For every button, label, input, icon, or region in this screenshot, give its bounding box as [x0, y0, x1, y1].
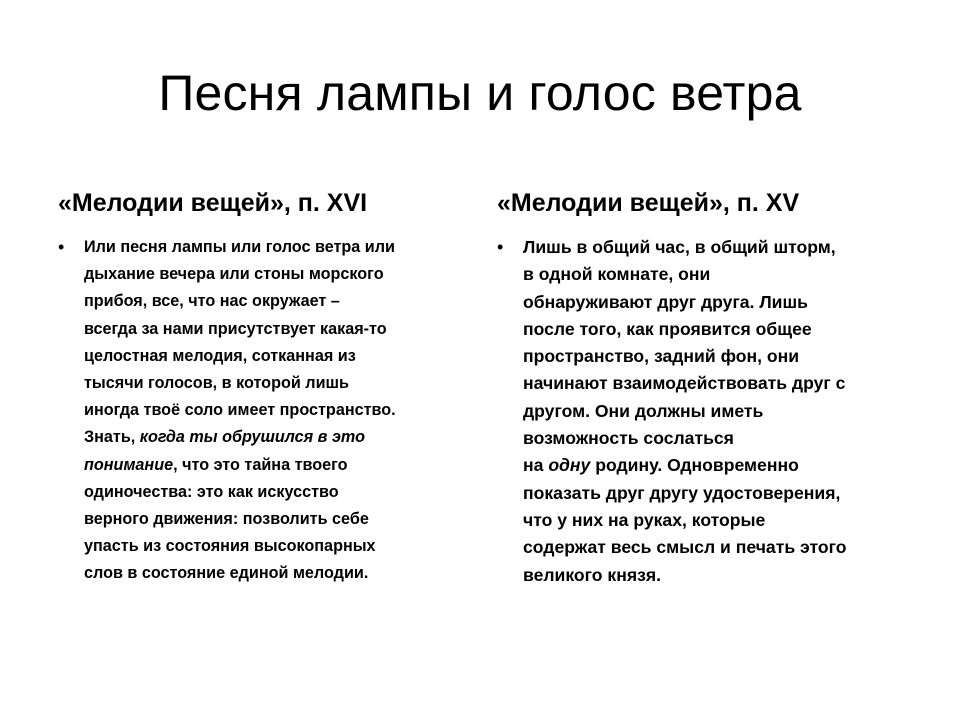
italic-text-run: одну	[548, 455, 591, 476]
italic-text-run: понимание	[84, 455, 174, 474]
text-line: упасть из состояния высокопарных	[84, 537, 376, 556]
left-bullet-item	[58, 234, 478, 588]
text-run: на	[523, 455, 549, 476]
text-line: в одной комнате, они	[523, 264, 711, 285]
text-line: пространство, задний фон, они	[523, 346, 800, 367]
text-line: слов в состояние единой мелодии.	[84, 564, 369, 583]
text-line: всегда за нами присутствует какая-то	[84, 319, 387, 338]
text-line: одиночества: это как искусство	[84, 482, 339, 501]
text-line: начинают взаимодействовать друг с	[523, 373, 846, 394]
text-line: великого князя.	[523, 564, 662, 585]
text-line: что у них на руках, которые	[523, 509, 766, 530]
text-line: возможность сослаться	[523, 428, 734, 449]
text-line: верного движения: позволить себе	[84, 510, 369, 529]
slide-title: Песня лампы и голос ветра	[158, 65, 802, 121]
bullet-icon: •	[497, 237, 504, 257]
text-line: целостная мелодия, сотканная из	[84, 346, 356, 365]
italic-text-run: когда ты обрушился в это	[139, 428, 365, 447]
right-column	[497, 186, 917, 589]
bullet-icon: •	[58, 237, 65, 257]
text-run: родину. Одновременно	[590, 455, 799, 476]
text-line: дыхание вечера или стоны морского	[84, 265, 384, 284]
text-line: другом. Они должны иметь	[523, 400, 764, 421]
text-line: Или песня лампы или голос ветра или	[84, 238, 395, 256]
text-line: обнаруживают друг друга. Лишь	[523, 291, 808, 312]
text-line: содержат весь смысл и печать этого	[523, 537, 847, 558]
text-line: показать друг другу удостоверения,	[523, 482, 841, 503]
text-line	[84, 452, 478, 479]
right-bullet-item	[497, 234, 917, 589]
text-run: , что это тайна твоего	[173, 455, 348, 474]
text-line: Лишь в общий час, в общий шторм,	[523, 237, 836, 257]
text-line: после того, как проявится общее	[523, 318, 812, 339]
text-line: прибоя, все, что нас окружает –	[84, 292, 340, 311]
text-line: иногда твоё соло имеет пространство.	[84, 401, 396, 420]
left-column	[58, 186, 478, 588]
right-column-heading: «Мелодии вещей», п. XV	[497, 189, 800, 217]
right-quote-text	[523, 234, 917, 589]
text-line: тысячи голосов, в которой лишь	[84, 374, 349, 393]
text-run: Знать,	[84, 428, 140, 447]
left-column-heading: «Мелодии вещей», п. XVI	[58, 189, 368, 217]
text-line	[84, 424, 478, 451]
left-quote-text	[84, 234, 478, 588]
text-line	[523, 452, 917, 479]
